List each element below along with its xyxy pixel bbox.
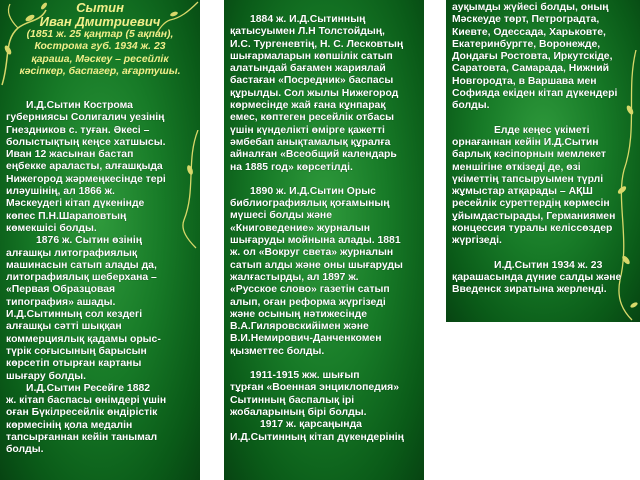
panel1-body (6, 100, 194, 457)
paragraph: И.Д.Сытин Ресейге 1882 ж. кітап баспасы өнімдері үшін оған Бүкілресейлік өндірістік көрмесінің қола медалін тапсырғаннан кейін танымал болды. (6, 382, 167, 456)
paragraph: И.Д.Сытин Кострома губерниясы Солигалич уезінің Гнездников с. туған. Әкесі – болыстықтың кеңсе хатшысы. Иван 12 жасынан бастап еңбекке араласты, алғашқыда Нижегород жәрмеңкесінде тері иләушінің, ал 1866 ж. Мәскеудегі кітап дүкенінде көпес П.Н.Шараповтың көмекшісі болды. (6, 100, 166, 234)
paragraph: ауқымды жүйесі болды, оның Мәскеуде төрт, Петроградта, Киевте, Одессада, Харьковте, Екатеринбургте, Воронежде, Дондағы Ростовта, Иркутскіде, Саратовта, Самарада, Нижний Новгородта, в Варшава мен Софияда екіден кітап дүкендері болды. (452, 2, 618, 112)
middle-text-panel (224, 0, 424, 480)
paragraph: 1911-1915 жж. шығып тұрған «Военная энциклопедия» Сытинның баспалық ірі жобаларының бірі болды. (230, 370, 399, 418)
panel2-body (230, 14, 418, 444)
paragraph: И.Д.Сытин 1934 ж. 23 қарашасында дүние салды және Введенск зиратына жерленді. (452, 259, 622, 296)
full-name-title: Иван Дмитриевич (39, 14, 161, 29)
panel3-body (452, 2, 630, 297)
paragraph: 1890 ж. И.Д.Сытин Орыс библиографиялық қоғамының мүшесі болды және «Книговедение» журналын шығаруды мойнына алады. 1881 ж. ол «Вокруг света» журналын сатып алды және оны шығаруды жалғастырды, ал 1897 ж. «Русское слово» газетін сатып алып, оған реформа жүргізеді және осының нәтижесінде В.А.Гиляровскийімен және В.И.Немирович-Данченкомен қызметтес болды. (230, 185, 403, 357)
right-text-panel (446, 0, 640, 322)
paragraph: 1917 ж. қарсаңында И.Д.Сытинның кітап дүкендерінің (230, 419, 404, 443)
paragraph: Елде кеңес үкіметі орнағаннан кейін И.Д.Сытин барлық кәсіпорнын мемлекет меншігіне өткізеді де, өзі үкіметтің тапсыруымен түрлі жұмыстар атқарады – АҚШ ресейлік суреттердің көрмесін ұйымдастырады, Германиямен концессия туралы келіссөздер жүргізеді. (452, 124, 616, 247)
surname-title: Сытин (76, 0, 124, 15)
left-text-panel (0, 0, 200, 480)
paragraph: 1884 ж. И.Д.Сытинның қатысуымен Л.Н Толстойдың, И.С. Тургеневтің, Н. С. Лесковтың шығармаларын көпшілік сатып алатындай бағамен жариялай бастаған «Посредник» баспасы құрылды. Сол жылы Нижегород көрмесінде жай ғана кұнпарақ емес, көптеген ресейлік отбасы үшін күнделікті өмірге қажетті әмбебап анықтамалық құралға айналған «Всеобщий календарь на 1885 год» көрсетілді. (230, 14, 404, 173)
paragraph: 1876 ж. Сытин өзінің алғашқы литографиялық машинасын сатып алады да, литографиялық шеберхана – «Первая Образцовая типография» ашады. И.Д.Сытинның сол кездегі алғашқы сәтті шыққан коммерциялық қадамы орыс- түрік соғысының барысын көрсетіп отырған картаны шығару болды. (6, 235, 161, 382)
biography-header (8, 1, 192, 79)
dates-subtitle: (1851 ж. 25 қаңтар (5 ақпан), Кострома губ. 1934 ж. 23 қараша, Мәскеу – ресейлік кәсіпкер, баспагер, ағартушы. (19, 29, 181, 78)
